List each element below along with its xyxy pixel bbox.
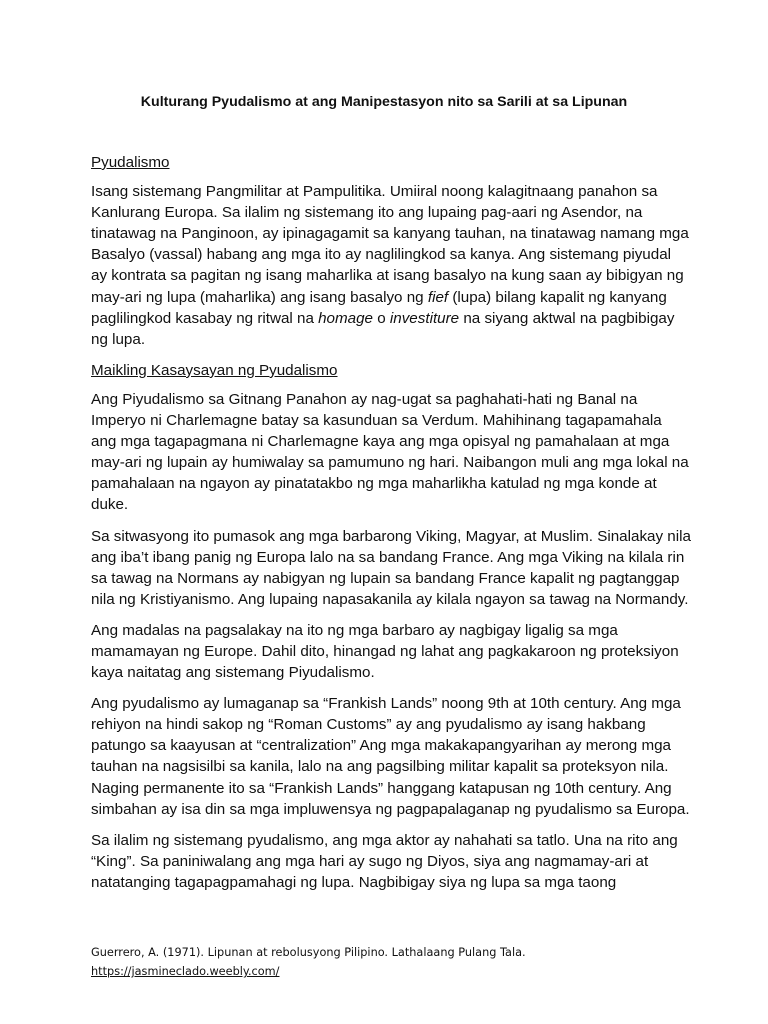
document-body bbox=[91, 152, 691, 903]
section-heading: Maikling Kasaysayan ng Pyudalismo bbox=[91, 361, 338, 379]
paragraph: Ang madalas na pagsalakay na ito ng mga barbaro ay nagbigay ligalig sa mga mamamayan ng Europe. Dahil dito, hinangad ng lahat ang pagkakaroon ng proteksiyon kaya naitatag ang sistemang Piyudalismo. bbox=[91, 621, 679, 682]
paragraph: Sa ilalim ng sistemang pyudalismo, ang mga aktor ay nahahati sa tatlo. Una na rito ang “King”. Sa paniniwalang ang mga hari ay sugo ng Diyos, siya ang nagmamay-ari at natatanging tagapagpamahagi ng lupa. Nagbibigay siya ng lupa sa mga taong bbox=[91, 831, 678, 891]
italic-term-investiture: investiture bbox=[389, 309, 460, 327]
paragraph: Sa sitwasyong ito pumasok ang mga barbarong Viking, Magyar, at Muslim. Sinalakay nila ang iba’t ibang panig ng Europa lalo na sa bandang France. Ang mga Viking na kilala rin sa tawag na Normans ay nabigyan ng lupain sa bandang France kapalit ng pagtanggap nila ng Kristiyanismo. Ang lupaing napasakanila ay kilala ngayon sa tawag na Normandy. bbox=[91, 527, 691, 608]
paragraph: Ang Piyudalismo sa Gitnang Panahon ay nag-ugat sa paghahati-hati ng Banal na Imperyo ni Charlemagne batay sa kasunduan sa Verdum. Mahihinang tagapamahala ang mga tagapagmana ni Charlemagne kaya ang mga opisyal ng pamahalaan at mga may-ari ng lupain ay humiwalay sa pamumuno ng hari. Naibangon muli ang mga lokal na pamahalaan na ngayon ay pinatatakbo ng mga maharlikha katulad ng mga konde at duke. bbox=[91, 390, 689, 514]
section-maikling-kasaysayan bbox=[91, 360, 691, 893]
paragraph bbox=[91, 181, 691, 350]
italic-term-homage: homage bbox=[318, 309, 373, 327]
section-pyudalismo bbox=[91, 152, 691, 350]
paragraph: Ang pyudalismo ay lumaganap sa “Frankish Lands” noong 9th at 10th century. Ang mga rehiyon na hindi sakop ng “Roman Customs” ay ang pyudalismo ay isang hakbang patungo sa kaayusan at “centralization” Ang mga makakapangyarihan ay merong mga tauhan na nagsisilbi sa kanila, lalo na ang pagsilbing militar kapalit sa proteksyon nila. Naging permanente ito sa “Frankish Lands” hanggang katapusan ng 10th century. Ang simbahan ay isa din sa mga impluwensya ng pagpapalaganap ng pyudalismo sa Europa. bbox=[91, 695, 690, 818]
source-link[interactable]: https://jasmineclado.weebly.com/ bbox=[91, 965, 280, 978]
document-title: Kulturang Pyudalismo at ang Manipestasyon nito sa Sarili at sa Lipunan bbox=[140, 94, 628, 110]
italic-term-fief: fief bbox=[427, 288, 449, 306]
paragraph-text: o bbox=[373, 309, 390, 327]
section-heading: Pyudalismo bbox=[91, 154, 170, 171]
paragraph-text: (lupa) bilang kapalit ng kanyang paglilingkod kasabay ng ritwal na bbox=[91, 288, 667, 327]
paragraph-text: Isang sistemang Pangmilitar at Pampulitika. Umiiral noong kalagitnaang panahon sa Kanlurang Europa. Sa ilalim ng sistemang ito ang lupaing pag-aari ng Asendor, na tinatawag na Panginoon, ay ipinagagamit sa kanyang tauhan, na tinatawag namang mga Basalyo (vassal) habang ang mga ito ay naglilingkod sa kanya. Ang sistemang piyudal ay kontrata sa pagitan ng isang maharlika at isang basalyo na kung saan ay bibigyan ng may-ari ng lupa (maharlika) ang isang basalyo ng bbox=[91, 183, 689, 306]
footnote bbox=[91, 943, 691, 981]
citation: Guerrero, A. (1971). Lipunan at rebolusyong Pilipino. Lathalaang Pulang Tala. bbox=[91, 946, 526, 959]
footnote-link-line bbox=[91, 962, 691, 981]
paragraph-text: na siyang aktwal na pagbibigay ng lupa. bbox=[91, 309, 675, 348]
